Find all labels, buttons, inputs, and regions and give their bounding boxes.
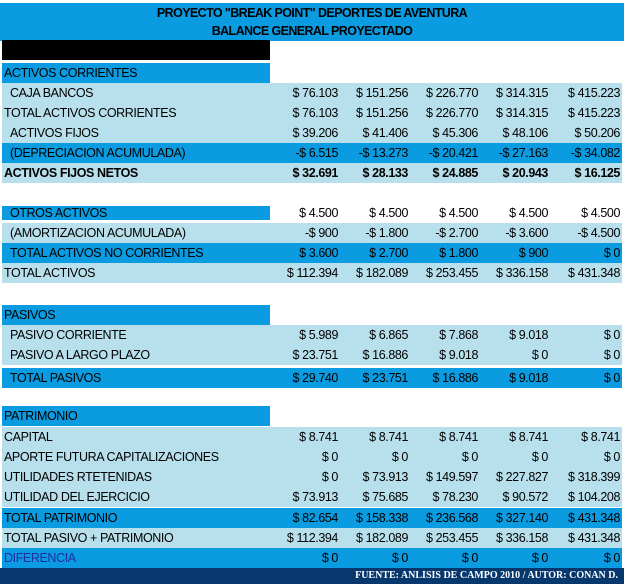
row-value: $ 431.348 xyxy=(567,511,620,525)
row-value: -$ 13.273 xyxy=(358,146,408,160)
table-row xyxy=(2,325,622,345)
table-row xyxy=(2,163,622,183)
row-value: $ 9.018 xyxy=(509,371,548,385)
table-row xyxy=(2,548,622,568)
row-value: $ 75.685 xyxy=(362,490,408,504)
row-value: $ 226.770 xyxy=(425,106,478,120)
row-value: $ 3.600 xyxy=(299,246,338,260)
row-value: $ 227.827 xyxy=(495,470,548,484)
row-value: $ 0 xyxy=(603,246,620,260)
row-value: $ 0 xyxy=(391,551,408,565)
row-label: APORTE FUTURA CAPITALIZACIONES xyxy=(4,450,219,464)
row-value: $ 4.500 xyxy=(439,206,478,220)
row-value: $ 318.399 xyxy=(567,470,620,484)
row-value: $ 112.394 xyxy=(286,266,338,280)
row-value: $ 253.455 xyxy=(425,531,478,545)
row-value: -$ 900 xyxy=(304,226,338,240)
row-value: $ 1.800 xyxy=(439,246,478,260)
row-value: $ 151.256 xyxy=(355,106,408,120)
row-value: $ 8.741 xyxy=(509,430,548,444)
row-label: TOTAL ACTIVOS xyxy=(4,266,96,280)
row-label: TOTAL ACTIVOS NO CORRIENTES xyxy=(10,246,204,260)
table-row xyxy=(2,427,622,447)
table-row xyxy=(2,243,622,263)
row-value: $ 226.770 xyxy=(425,86,478,100)
row-value: $ 336.158 xyxy=(495,266,548,280)
row-value: $ 253.455 xyxy=(425,266,478,280)
row-value: $ 78.230 xyxy=(432,490,478,504)
row-value: $ 28.133 xyxy=(362,166,408,180)
row-value: $ 0 xyxy=(461,551,478,565)
row-value: $ 431.348 xyxy=(567,531,620,545)
row-value: $ 112.394 xyxy=(286,531,338,545)
row-value: $ 73.913 xyxy=(362,470,408,484)
row-value: $ 2.700 xyxy=(369,246,408,260)
row-value: $ 900 xyxy=(518,246,548,260)
row-label: UTILIDADES RTETENIDAS xyxy=(4,470,152,484)
row-value: $ 8.741 xyxy=(581,430,620,444)
row-value: $ 41.406 xyxy=(362,126,408,140)
row-value: $ 0 xyxy=(461,450,478,464)
row-value: $ 16.886 xyxy=(432,371,478,385)
row-label: TOTAL PASIVO + PATRIMONIO xyxy=(4,531,174,545)
row-value: $ 415.223 xyxy=(567,86,620,100)
table-row xyxy=(2,528,622,548)
row-value: $ 158.338 xyxy=(355,511,408,525)
row-value: -$ 4.500 xyxy=(577,226,620,240)
row-value: $ 314.315 xyxy=(495,86,548,100)
row-value: $ 0 xyxy=(603,551,620,565)
row-value: $ 73.913 xyxy=(292,490,338,504)
row-value: $ 0 xyxy=(321,450,338,464)
row-label: (AMORTIZACION ACUMULADA) xyxy=(10,226,186,240)
row-label: PASIVO CORRIENTE xyxy=(10,328,127,342)
row-value: $ 5.989 xyxy=(299,328,338,342)
row-value: $ 23.751 xyxy=(362,371,408,385)
row-value: $ 0 xyxy=(321,551,338,565)
row-label: ACTIVOS FIJOS xyxy=(10,126,99,140)
row-value: $ 0 xyxy=(531,551,548,565)
row-value: $ 415.223 xyxy=(567,106,620,120)
row-value: $ 336.158 xyxy=(495,531,548,545)
section-patrimonio: PATRIMONIO xyxy=(2,406,270,426)
row-value: -$ 6.515 xyxy=(295,146,338,160)
table-row xyxy=(2,487,622,507)
row-value: $ 4.500 xyxy=(509,206,548,220)
row-value: -$ 34.082 xyxy=(570,146,620,160)
row-value: -$ 3.600 xyxy=(505,226,548,240)
row-value: $ 8.741 xyxy=(369,430,408,444)
table-row xyxy=(2,143,622,163)
row-value: $ 182.089 xyxy=(355,266,408,280)
row-value: $ 104.208 xyxy=(567,490,620,504)
row-value: $ 0 xyxy=(603,348,620,362)
row-value: $ 314.315 xyxy=(495,106,548,120)
row-value: $ 23.751 xyxy=(292,348,338,362)
row-value: -$ 20.421 xyxy=(428,146,478,160)
row-value: $ 4.500 xyxy=(581,206,620,220)
table-row xyxy=(2,263,622,283)
row-value: $ 4.500 xyxy=(369,206,408,220)
row-label: ACTIVOS FIJOS NETOS xyxy=(4,166,138,180)
row-value: $ 0 xyxy=(531,348,548,362)
row-value: $ 45.306 xyxy=(432,126,478,140)
table-row xyxy=(2,203,622,223)
table-row xyxy=(2,467,622,487)
row-value: $ 0 xyxy=(603,450,620,464)
row-value: $ 48.106 xyxy=(502,126,548,140)
table-row xyxy=(2,447,622,467)
row-value: $ 149.597 xyxy=(425,470,478,484)
table-row xyxy=(2,345,622,365)
row-value: $ 0 xyxy=(603,371,620,385)
table-row xyxy=(2,123,622,143)
row-value: $ 0 xyxy=(603,328,620,342)
row-value: $ 9.018 xyxy=(439,348,478,362)
row-value: $ 6.865 xyxy=(369,328,408,342)
row-value: -$ 1.800 xyxy=(365,226,408,240)
row-label: TOTAL PATRIMONIO xyxy=(4,511,118,525)
row-value: $ 9.018 xyxy=(509,328,548,342)
source-footer: FUENTE: ANLISIS DE CAMPO 2010 / AUTOR: CONAN D. xyxy=(0,568,624,584)
row-value: $ 8.741 xyxy=(439,430,478,444)
row-value: $ 20.943 xyxy=(502,166,548,180)
row-label: CAPITAL xyxy=(4,430,53,444)
row-value: $ 0 xyxy=(531,450,548,464)
row-value: $ 431.348 xyxy=(567,266,620,280)
row-value: $ 16.886 xyxy=(362,348,408,362)
row-label: DIFERENCIA xyxy=(4,551,76,565)
row-value: $ 29.740 xyxy=(292,371,338,385)
row-value: $ 4.500 xyxy=(299,206,338,220)
row-value: $ 0 xyxy=(321,470,338,484)
row-value: $ 39.206 xyxy=(292,126,338,140)
table-row xyxy=(2,368,622,388)
table-row xyxy=(2,83,622,103)
section-activos-corrientes: ACTIVOS CORRIENTES xyxy=(2,63,270,83)
row-label: PASIVO A LARGO PLAZO xyxy=(10,348,150,362)
row-value: $ 82.654 xyxy=(292,511,338,525)
row-value: $ 76.103 xyxy=(292,86,338,100)
row-value: $ 90.572 xyxy=(502,490,548,504)
row-value: $ 7.868 xyxy=(439,328,478,342)
row-label: OTROS ACTIVOS xyxy=(2,206,270,220)
row-value: $ 327.140 xyxy=(495,511,548,525)
table-row xyxy=(2,508,622,528)
row-label: TOTAL PASIVOS xyxy=(10,371,101,385)
row-value: $ 16.125 xyxy=(574,166,620,180)
header-black-bar xyxy=(2,40,270,60)
row-value: $ 50.206 xyxy=(574,126,620,140)
section-pasivos: PASIVOS xyxy=(2,305,270,325)
row-label: TOTAL ACTIVOS CORRIENTES xyxy=(4,106,177,120)
row-value: $ 24.885 xyxy=(432,166,478,180)
row-value: $ 0 xyxy=(391,450,408,464)
row-label: CAJA BANCOS xyxy=(10,86,94,100)
row-value: $ 32.691 xyxy=(292,166,338,180)
row-value: $ 182.089 xyxy=(355,531,408,545)
row-value: $ 236.568 xyxy=(425,511,478,525)
row-value: $ 151.256 xyxy=(355,86,408,100)
row-value: -$ 27.163 xyxy=(498,146,548,160)
page-subtitle: BALANCE GENERAL PROYECTADO xyxy=(0,21,624,41)
page-title: PROYECTO "BREAK POINT" DEPORTES DE AVENTURA xyxy=(0,3,624,23)
row-value: $ 76.103 xyxy=(292,106,338,120)
row-label: (DEPRECIACION ACUMULADA) xyxy=(10,146,186,160)
row-value: -$ 2.700 xyxy=(435,226,478,240)
row-label: UTILIDAD DEL EJERCICIO xyxy=(4,490,150,504)
table-row xyxy=(2,223,622,243)
table-row xyxy=(2,103,622,123)
row-value: $ 8.741 xyxy=(299,430,338,444)
